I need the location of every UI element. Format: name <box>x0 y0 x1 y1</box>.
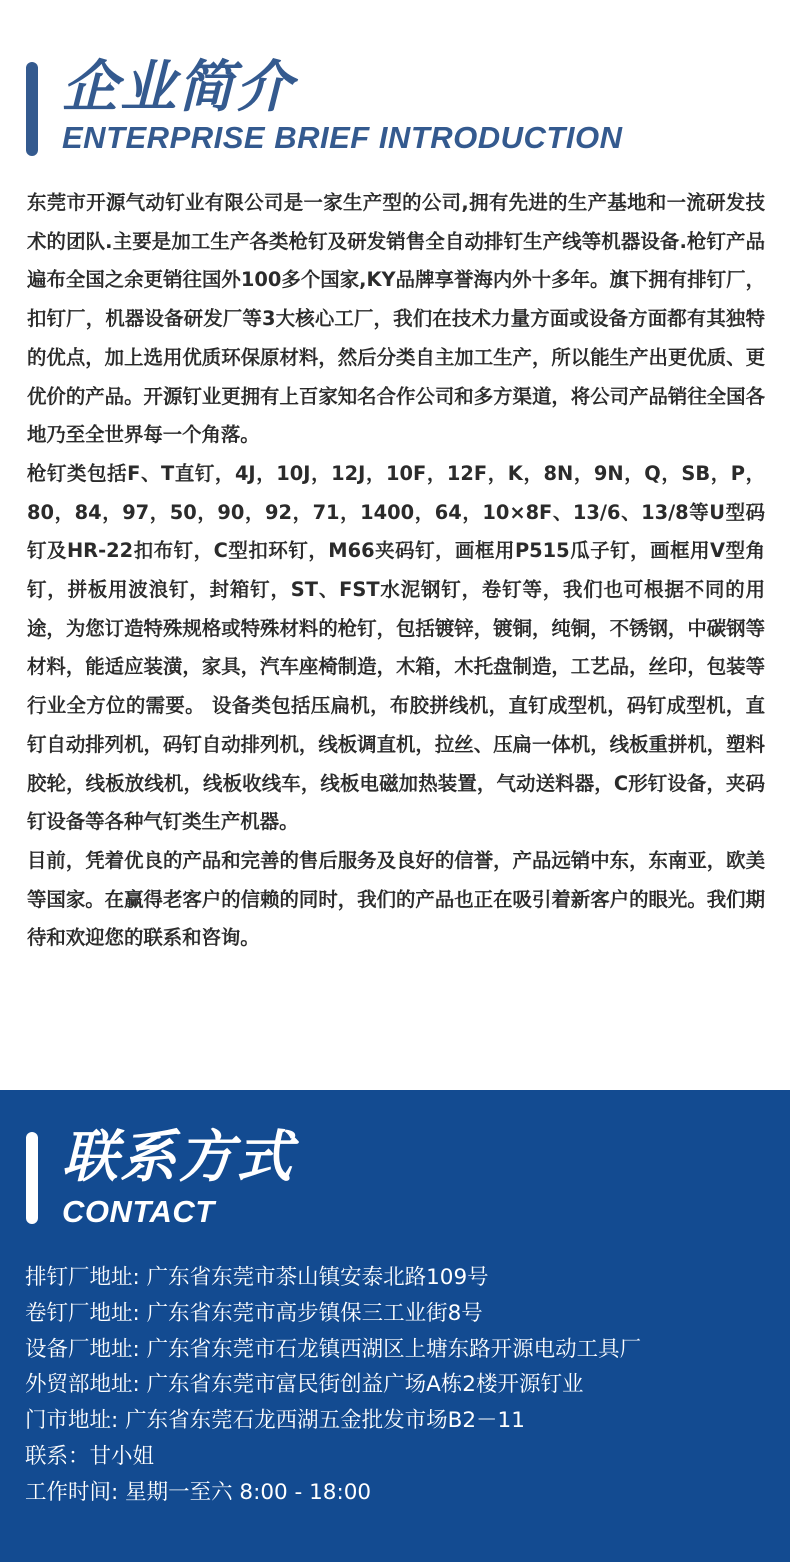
contact-nailing-factory-address: 排钉厂地址: 广东省东莞市茶山镇安泰北路109号 <box>25 1265 489 1290</box>
contact-section <box>0 1090 790 1562</box>
contact-store-address: 门市地址: 广东省东莞石龙西湖五金批发市场B2－11 <box>25 1408 525 1434</box>
contact-coil-nail-factory-address: 卷钉厂地址: 广东省东莞市高步镇保三工业街8号 <box>25 1300 483 1326</box>
intro-title-cn: 企业简介 <box>62 55 294 120</box>
contact-working-hours: 工作时间: 星期一至六 8:00 - 18:00 <box>25 1479 372 1505</box>
intro-body <box>27 184 765 958</box>
contact-trade-dept-address: 外贸部地址: 广东省东莞市富民街创益广场A栋2楼开源钉业 <box>25 1372 584 1398</box>
contact-list <box>25 1260 765 1511</box>
contact-title-cn: 联系方式 <box>62 1125 294 1190</box>
contact-title-accent-bar <box>26 1132 38 1224</box>
intro-paragraph-1: 东莞市开源气动钉业有限公司是一家生产型的公司,拥有先进的生产基地和一流研发技术的团队.主要是加工生产各类枪钉及研发销售全自动排钉生产线等机器设备.枪钉产品遍布全国之余更销往国外100多个国家,KY品牌享誉海内外十多年。旗下拥有排钉厂，扣钉厂，机器设备研发厂等3大核心工厂，我们在技术力量方面或设备方面都有其独特的优点，加上选用优质环保原材料，然后分类自主加工生产，所以能生产出更优质、更优价的产品。开源钉业更拥有上百家知名合作公司和多方渠道，将公司产品销往全国各地乃至全世界每一个角落。 <box>27 191 765 447</box>
contact-person: 联系：甘小姐 <box>25 1443 155 1469</box>
intro-title-en: ENTERPRISE BRIEF INTRODUCTION <box>62 120 623 155</box>
contact-title-en: CONTACT <box>62 1194 215 1229</box>
contact-equipment-factory-address: 设备厂地址: 广东省东莞市石龙镇西湖区上塘东路开源电动工具厂 <box>25 1336 642 1362</box>
intro-title-accent-bar <box>26 62 38 156</box>
intro-paragraph-2: 枪钉类包括F、T直钉，4J，10J，12J，10F，12F，K，8N，9N，Q，SB，P，80，84，97，50，90，92，71，1400，64，10×8F、13/6、13/8等U型码钉及HR-22扣布钉，C型扣环钉，M66夹码钉，画框用P515瓜子钉，画框用V型角钉，拼板用波浪钉，封箱钉，ST、FST水泥钢钉，卷钉等，我们也可根据不同的用途，为您订造特殊规格或特殊材料的枪钉，包括镀锌，镀铜，纯铜，不锈钢，中碳钢等材料，能适应装潢，家具，汽车座椅制造，木箱，木托盘制造，工艺品，丝印，包装等行业全方位的需要。 设备类包括压扁机，布胶拼线机，直钉成型机，码钉成型机，直钉自动排列机，码钉自动排列机，线板调直机，拉丝、压扁一体机，线板重拼机，塑料胶轮，线板放线机，线板收线车，线板电磁加热装置，气动送料器，C形钉设备，夹码钉设备等各种气钉类生产机器。 <box>27 461 765 834</box>
intro-paragraph-3: 目前，凭着优良的产品和完善的售后服务及良好的信誉，产品远销中东，东南亚，欧美等国家。在赢得老客户的信赖的同时，我们的产品也正在吸引着新客户的眼光。我们期待和欢迎您的联系和咨询。 <box>27 848 765 950</box>
